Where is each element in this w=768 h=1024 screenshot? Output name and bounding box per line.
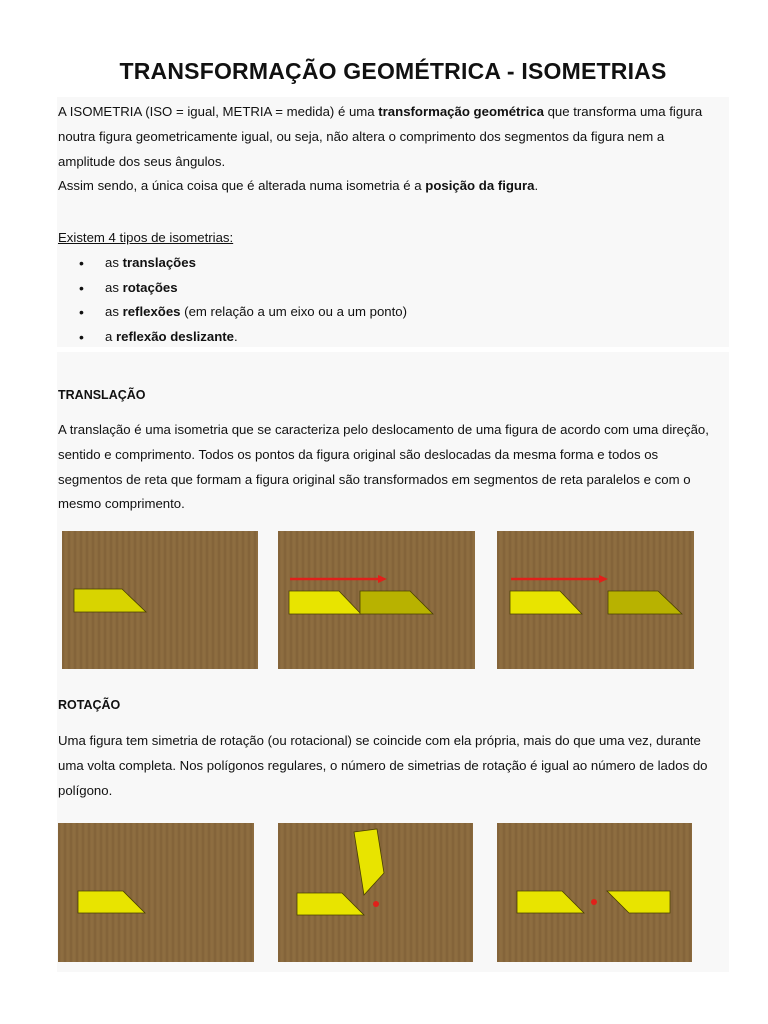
translation-image-1 bbox=[62, 531, 258, 669]
rotation-image-2 bbox=[278, 823, 473, 962]
intro-paragraph-2: Assim sendo, a única coisa que é alterada numa isometria é a posição da figura. bbox=[58, 178, 539, 194]
rotation-text: Uma figura tem simetria de rotação (ou rotacional) se coincide com ela própria, mais do que uma vez, durante uma volta completa. Nos polígonos regulares, o número de simetrias de rotação é igual ao número de lados do polígono. bbox=[58, 733, 708, 798]
intro-paragraph-1: A ISOMETRIA (ISO = igual, METRIA = medida) é uma transformação geométrica que transforma uma figura noutra figura geometricamente igual, ou seja, não altera o comprimento dos segmentos da figura nem a amplitude dos seus ângulos. bbox=[58, 104, 703, 169]
types-list bbox=[58, 251, 723, 350]
list-item: • as reflexões (em relação a um eixo ou a um ponto) bbox=[58, 300, 723, 325]
list-item: • as rotações bbox=[58, 276, 723, 301]
rotation-heading: ROTAÇÃO bbox=[58, 698, 121, 712]
page-title: TRANSFORMAÇÃO GEOMÉTRICA - ISOMETRIAS bbox=[119, 58, 667, 84]
translation-text: A translação é uma isometria que se caracteriza pelo deslocamento de uma figura de acordo com uma direção, sentido e comprimento. Todos os pontos da figura original são deslocadas da mesma forma e todos os segmentos de reta que formam a figura original são transformados em segmentos de reta paralelos e com o mesmo comprimento. bbox=[58, 422, 709, 512]
types-heading: Existem 4 tipos de isometrias: bbox=[58, 230, 234, 245]
list-item: • a reflexão deslizante. bbox=[58, 325, 723, 350]
rotation-image-1 bbox=[58, 823, 254, 962]
translation-image-3 bbox=[497, 531, 694, 669]
rotation-center-icon bbox=[373, 901, 379, 907]
rotation-center-icon bbox=[591, 899, 597, 905]
intro-text bbox=[58, 100, 723, 199]
rotation-image-3 bbox=[497, 823, 692, 962]
isometry-types bbox=[58, 226, 723, 350]
list-item: • as translações bbox=[58, 251, 723, 276]
translation-heading: TRANSLAÇÃO bbox=[58, 388, 146, 402]
translation-image-2 bbox=[278, 531, 475, 669]
